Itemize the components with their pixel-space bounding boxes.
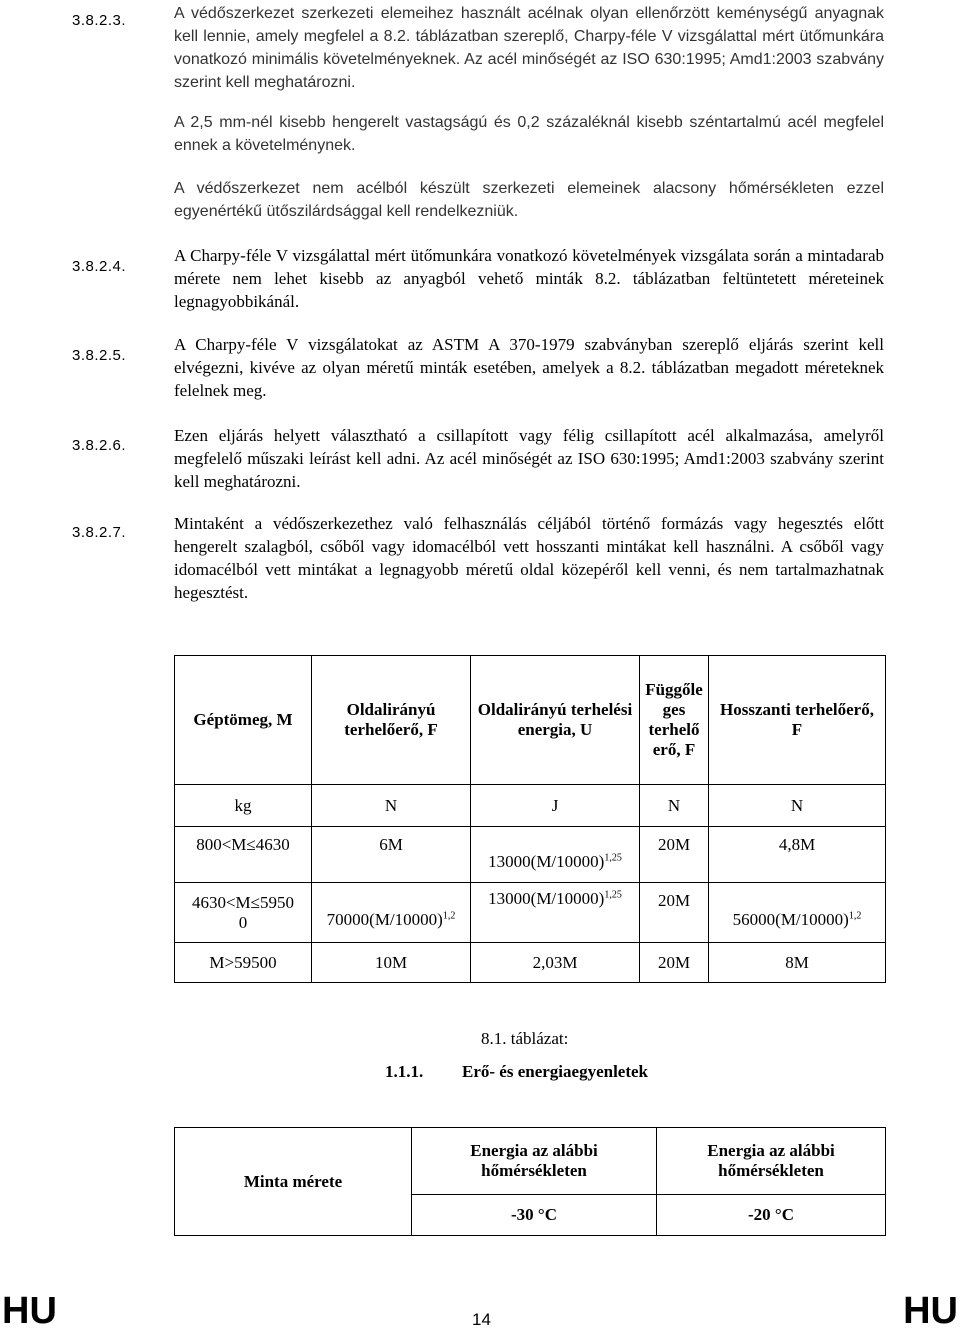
paragraph: A Charpy-féle V vizsgálattal mért ütőmunkára vonatkozó követelmények vizsgálata során a mintadarab mérete nem lehet kisebb az anyagból vehető minták 8.2. táblázatban feltüntetett méreteinek legnagyobbikánál. <box>174 246 884 311</box>
exponent: 1,25 <box>604 889 622 901</box>
unit-cell: kg <box>175 785 312 827</box>
lateral-force-cell <box>312 883 471 943</box>
vertical-force-cell: 20M <box>640 883 709 943</box>
load-table <box>174 655 886 983</box>
table-header-cell: Minta mérete <box>175 1128 412 1236</box>
mass-line: 0 <box>238 912 248 932</box>
lateral-force-cell: 10M <box>312 943 471 983</box>
footer-country-code: HU <box>2 1290 57 1332</box>
paragraph: Ezen eljárás helyett választható a csillapított vagy félig csillapított acél alkalmazása, amelyről megfelelő műszaki leírást kell adni. Az acél minőségét az ISO 630:1995; Amd1:2003 szabvány szerint kell meghatározni. <box>174 426 884 491</box>
paragraph: A 2,5 mm-nél kisebb hengerelt vastagságú és 0,2 százaléknál kisebb széntartalmú acél megfelel ennek a követelménynek. <box>174 114 884 154</box>
formula: 56000(M/10000) <box>732 910 849 929</box>
paragraph: A védőszerkezet nem acélból készült szerkezeti elemeinek alacsony hőmérsékleten ezzel egyenértékű ütőszilárdsággal kell rendelkezniük. <box>174 180 884 220</box>
energy-cell: 2,03M <box>471 943 640 983</box>
table-caption: 8.1. táblázat: <box>481 1029 569 1048</box>
energy-cell <box>471 883 640 943</box>
table-row <box>175 883 886 943</box>
unit-cell: N <box>709 785 886 827</box>
table-header-cell: Oldalirányú terhelőerő, F <box>312 656 471 785</box>
exponent: 1,25 <box>604 852 622 864</box>
energy-cell <box>471 827 640 883</box>
header-line: erő, F <box>652 740 696 759</box>
table-header-cell <box>640 656 709 785</box>
mass-cell: M>59500 <box>175 943 312 983</box>
table-row <box>175 827 886 883</box>
vertical-force-cell: 20M <box>640 827 709 883</box>
table-header-cell: Hosszanti terhelőerő, F <box>709 656 886 785</box>
long-force-cell <box>709 883 886 943</box>
section-number: 3.8.2.4. <box>72 258 127 275</box>
section-number: 3.8.2.7. <box>72 524 127 541</box>
mass-line: 4630<M≤5950 <box>191 892 295 912</box>
paragraph: A Charpy-féle V vizsgálatokat az ASTM A 370-1979 szabványban szereplő eljárás szerint kell elvégezni, kivéve az olyan méretű minták esetében, amelyek a 8.2. táblázatban megadott méreteknek felelnek meg. <box>174 335 884 400</box>
unit-cell: N <box>640 785 709 827</box>
table-header-row <box>175 1128 886 1195</box>
lateral-force-cell: 6M <box>312 827 471 883</box>
section-number: 3.8.2.6. <box>72 437 127 454</box>
temperature-cell: -30 °C <box>412 1195 657 1236</box>
vertical-force-cell: 20M <box>640 943 709 983</box>
unit-cell: N <box>312 785 471 827</box>
section-number: 3.8.2.5. <box>72 347 127 364</box>
subsection-number: 1.1.1. <box>385 1062 424 1081</box>
formula: 70000(M/10000) <box>326 910 443 929</box>
table-row <box>175 943 886 983</box>
table-header-cell: Energia az alábbi hőmérsékleten <box>412 1128 657 1195</box>
paragraph: A védőszerkezet szerkezeti elemeihez használt acélnak olyan ellenőrzött keménységű anyagnak kell lennie, amely megfelel a 8.2. táblázatban szereplő, Charpy-féle V vizsgálattal mért ütőmunkára vonatkozó minimális követelményeknek. Az acél minőségét az ISO 630:1995; Amd1:2003 szabvány szerint kell meghatározni. <box>174 5 884 91</box>
formula: 13000(M/10000) <box>488 852 605 871</box>
unit-cell: J <box>471 785 640 827</box>
mass-cell <box>175 883 312 943</box>
footer-country-code: HU <box>903 1290 958 1332</box>
subsection-title: Erő- és energiaegyenletek <box>462 1062 648 1081</box>
header-line: ges <box>662 700 686 719</box>
charpy-table <box>174 1127 886 1236</box>
section-number: 3.8.2.3. <box>72 12 127 29</box>
long-force-cell: 4,8M <box>709 827 886 883</box>
table-header-cell: Energia az alábbi hőmérsékleten <box>657 1128 886 1195</box>
table-header-cell: Géptömeg, M <box>175 656 312 785</box>
exponent: 1,2 <box>848 910 862 922</box>
temperature-cell: -20 °C <box>657 1195 886 1236</box>
formula: 13000(M/10000) <box>488 889 605 908</box>
table-header-cell: Oldalirányú terhelési energia, U <box>471 656 640 785</box>
header-line: Függőle <box>645 680 703 699</box>
page-number: 14 <box>472 1310 491 1329</box>
table-header-row <box>175 656 886 785</box>
header-line: terhelő <box>648 720 700 739</box>
mass-cell: 800<M≤4630 <box>175 827 312 883</box>
paragraph: Mintaként a védőszerkezethez való felhasználás céljából történő formázás vagy hegesztés előtt hengerelt szalagból, csőből vagy idomacélból vett hosszanti mintákat kell használni. A csőből vagy idomacélból vett mintákat a legnagyobb méretű oldal közepéről kell venni, és nem tartalmazhatnak hegesztést. <box>174 514 884 602</box>
long-force-cell: 8M <box>709 943 886 983</box>
table-units-row <box>175 785 886 827</box>
exponent: 1,2 <box>442 910 456 922</box>
